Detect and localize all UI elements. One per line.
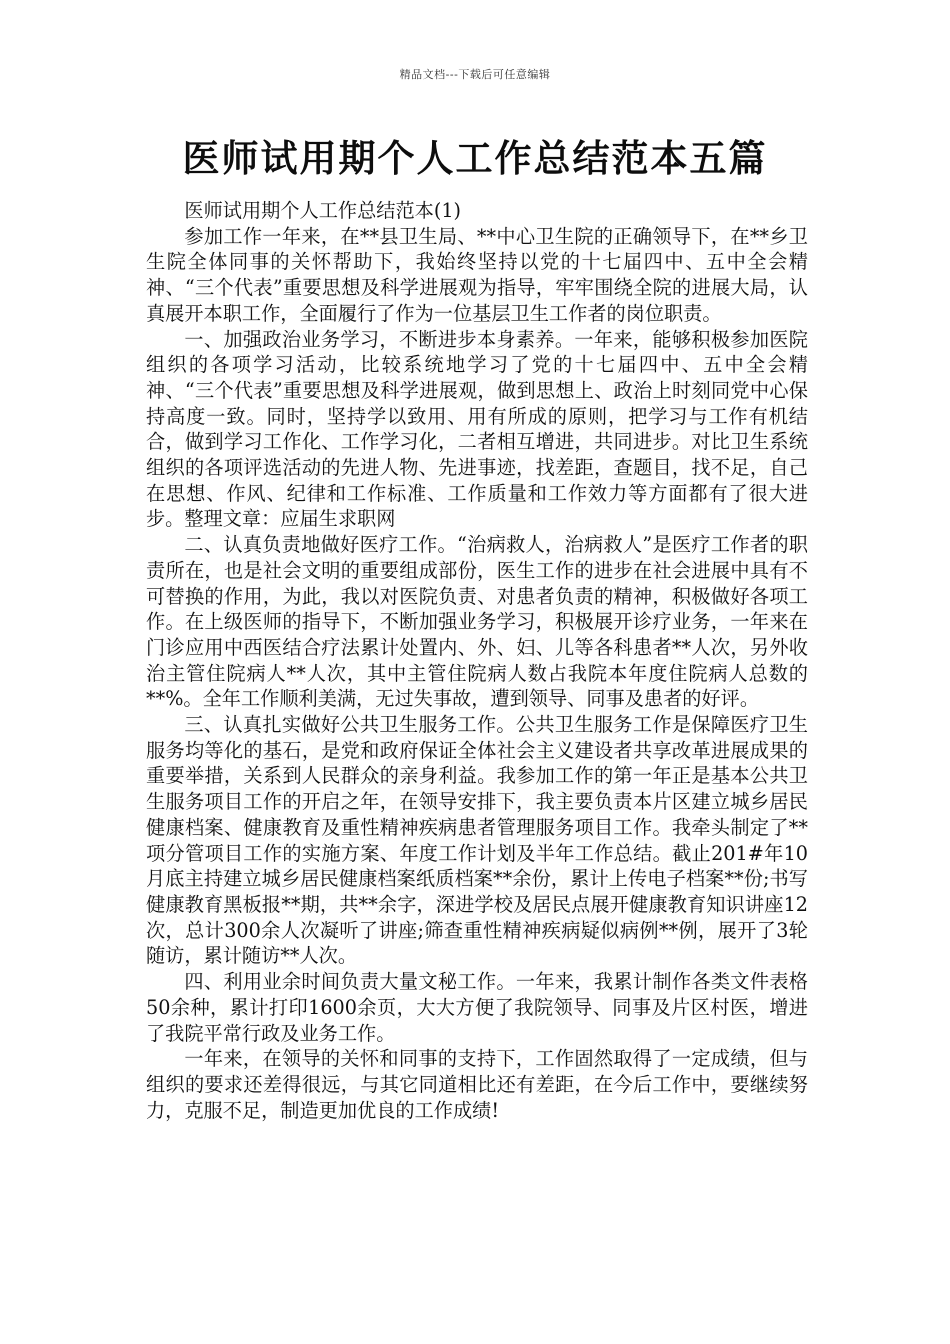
section-subtitle: 医师试用期个人工作总结范本(1) [184, 199, 462, 222]
paragraph-political-study: 一、加强政治业务学习，不断进步本身素养。一年来，能够积极参加医院组织的各项学习活动，比较系统地学习了党的十七届四中、五中全会精神、“三个代表”重要思想及科学进展观，做到思想上、政治上时刻同党中心保持高度一致。同时，坚持学以致用、用有所成的原则，把学习与工作有机结合，做到学习工作化、工作学习化，二者相互增进，共同进步。对比卫生系统组织的各项评选活动的先进人物、先进事迹，找差距，查题目，找不足，自己在思想、作风、纪律和工作标准、工作质量和工作效力等方面都有了很大进步。整理文章：应届生求职网 [146, 327, 808, 531]
paragraph-conclusion: 一年来，在领导的关怀和同事的支持下，工作固然取得了一定成绩，但与组织的要求还差得很远，与其它同道相比还有差距，在今后工作中，要继续努力，克服不足，制造更加优良的工作成绩! [146, 1047, 808, 1122]
document-title: 医师试用期个人工作总结范本五篇 [182, 137, 768, 180]
paragraph-secretarial-work: 四、利用业余时间负责大量文秘工作。一年来，我累计制作各类文件表格50余种，累计打印1600余页，大大方便了我院领导、同事及片区村医，增进了我院平常行政及业务工作。 [146, 970, 808, 1045]
paragraph-intro: 参加工作一年来，在**县卫生局、**中心卫生院的正确领导下，在**乡卫生院全体同事的关怀帮助下，我始终坚持以党的十七届四中、五中全会精神、“三个代表”重要思想及科学进展观为指导，牢牢围绕全院的进展大局，认真展开本职工作，全面履行了作为一位基层卫生工作者的岗位职责。 [146, 224, 808, 325]
document-body [146, 198, 808, 1123]
paragraph-public-health: 三、认真扎实做好公共卫生服务工作。公共卫生服务工作是保障医疗卫生服务均等化的基石，是党和政府保证全体社会主义建设者共享改革进展成果的重要举措，关系到人民群众的亲身利益。我参加工作的第一年正是基本公共卫生服务项目工作的开启之年，在领导安排下，我主要负责本片区建立城乡居民健康档案、健康教育及重性精神疾病患者管理服务项目工作。我牵头制定了**项分管项目工作的实施方案、年度工作计划及半年工作总结。截止201#年10月底主持建立城乡居民健康档案纸质档案**余份，累计上传电子档案**份;书写健康教育黑板报**期，共**余字，深进学校及居民点展开健康教育知识讲座12次，总计300余人次凝听了讲座;筛查重性精神疾病疑似病例**例，展开了3轮随访，累计随访**人次。 [146, 713, 808, 968]
paragraph-medical-work: 二、认真负责地做好医疗工作。“治病救人，治病救人”是医疗工作者的职责所在，也是社会文明的重要组成部份，医生工作的进步在社会进展中具有不可替换的作用，为此，我以对医院负责、对患者负责的精神，积极做好各项工作。在上级医师的指导下，不断加强业务学习，积极展开诊疗业务，一年来在门诊应用中西医结合疗法累计处置内、外、妇、儿等各科患者**人次，另外收治主管住院病人**人次，其中主管住院病人数占我院本年度住院病人总数的**%。全年工作顺利美满，无过失事故，遭到领导、同事及患者的好评。 [146, 533, 808, 711]
header-note: 精品文档---下载后可任意编辑 [399, 68, 551, 81]
